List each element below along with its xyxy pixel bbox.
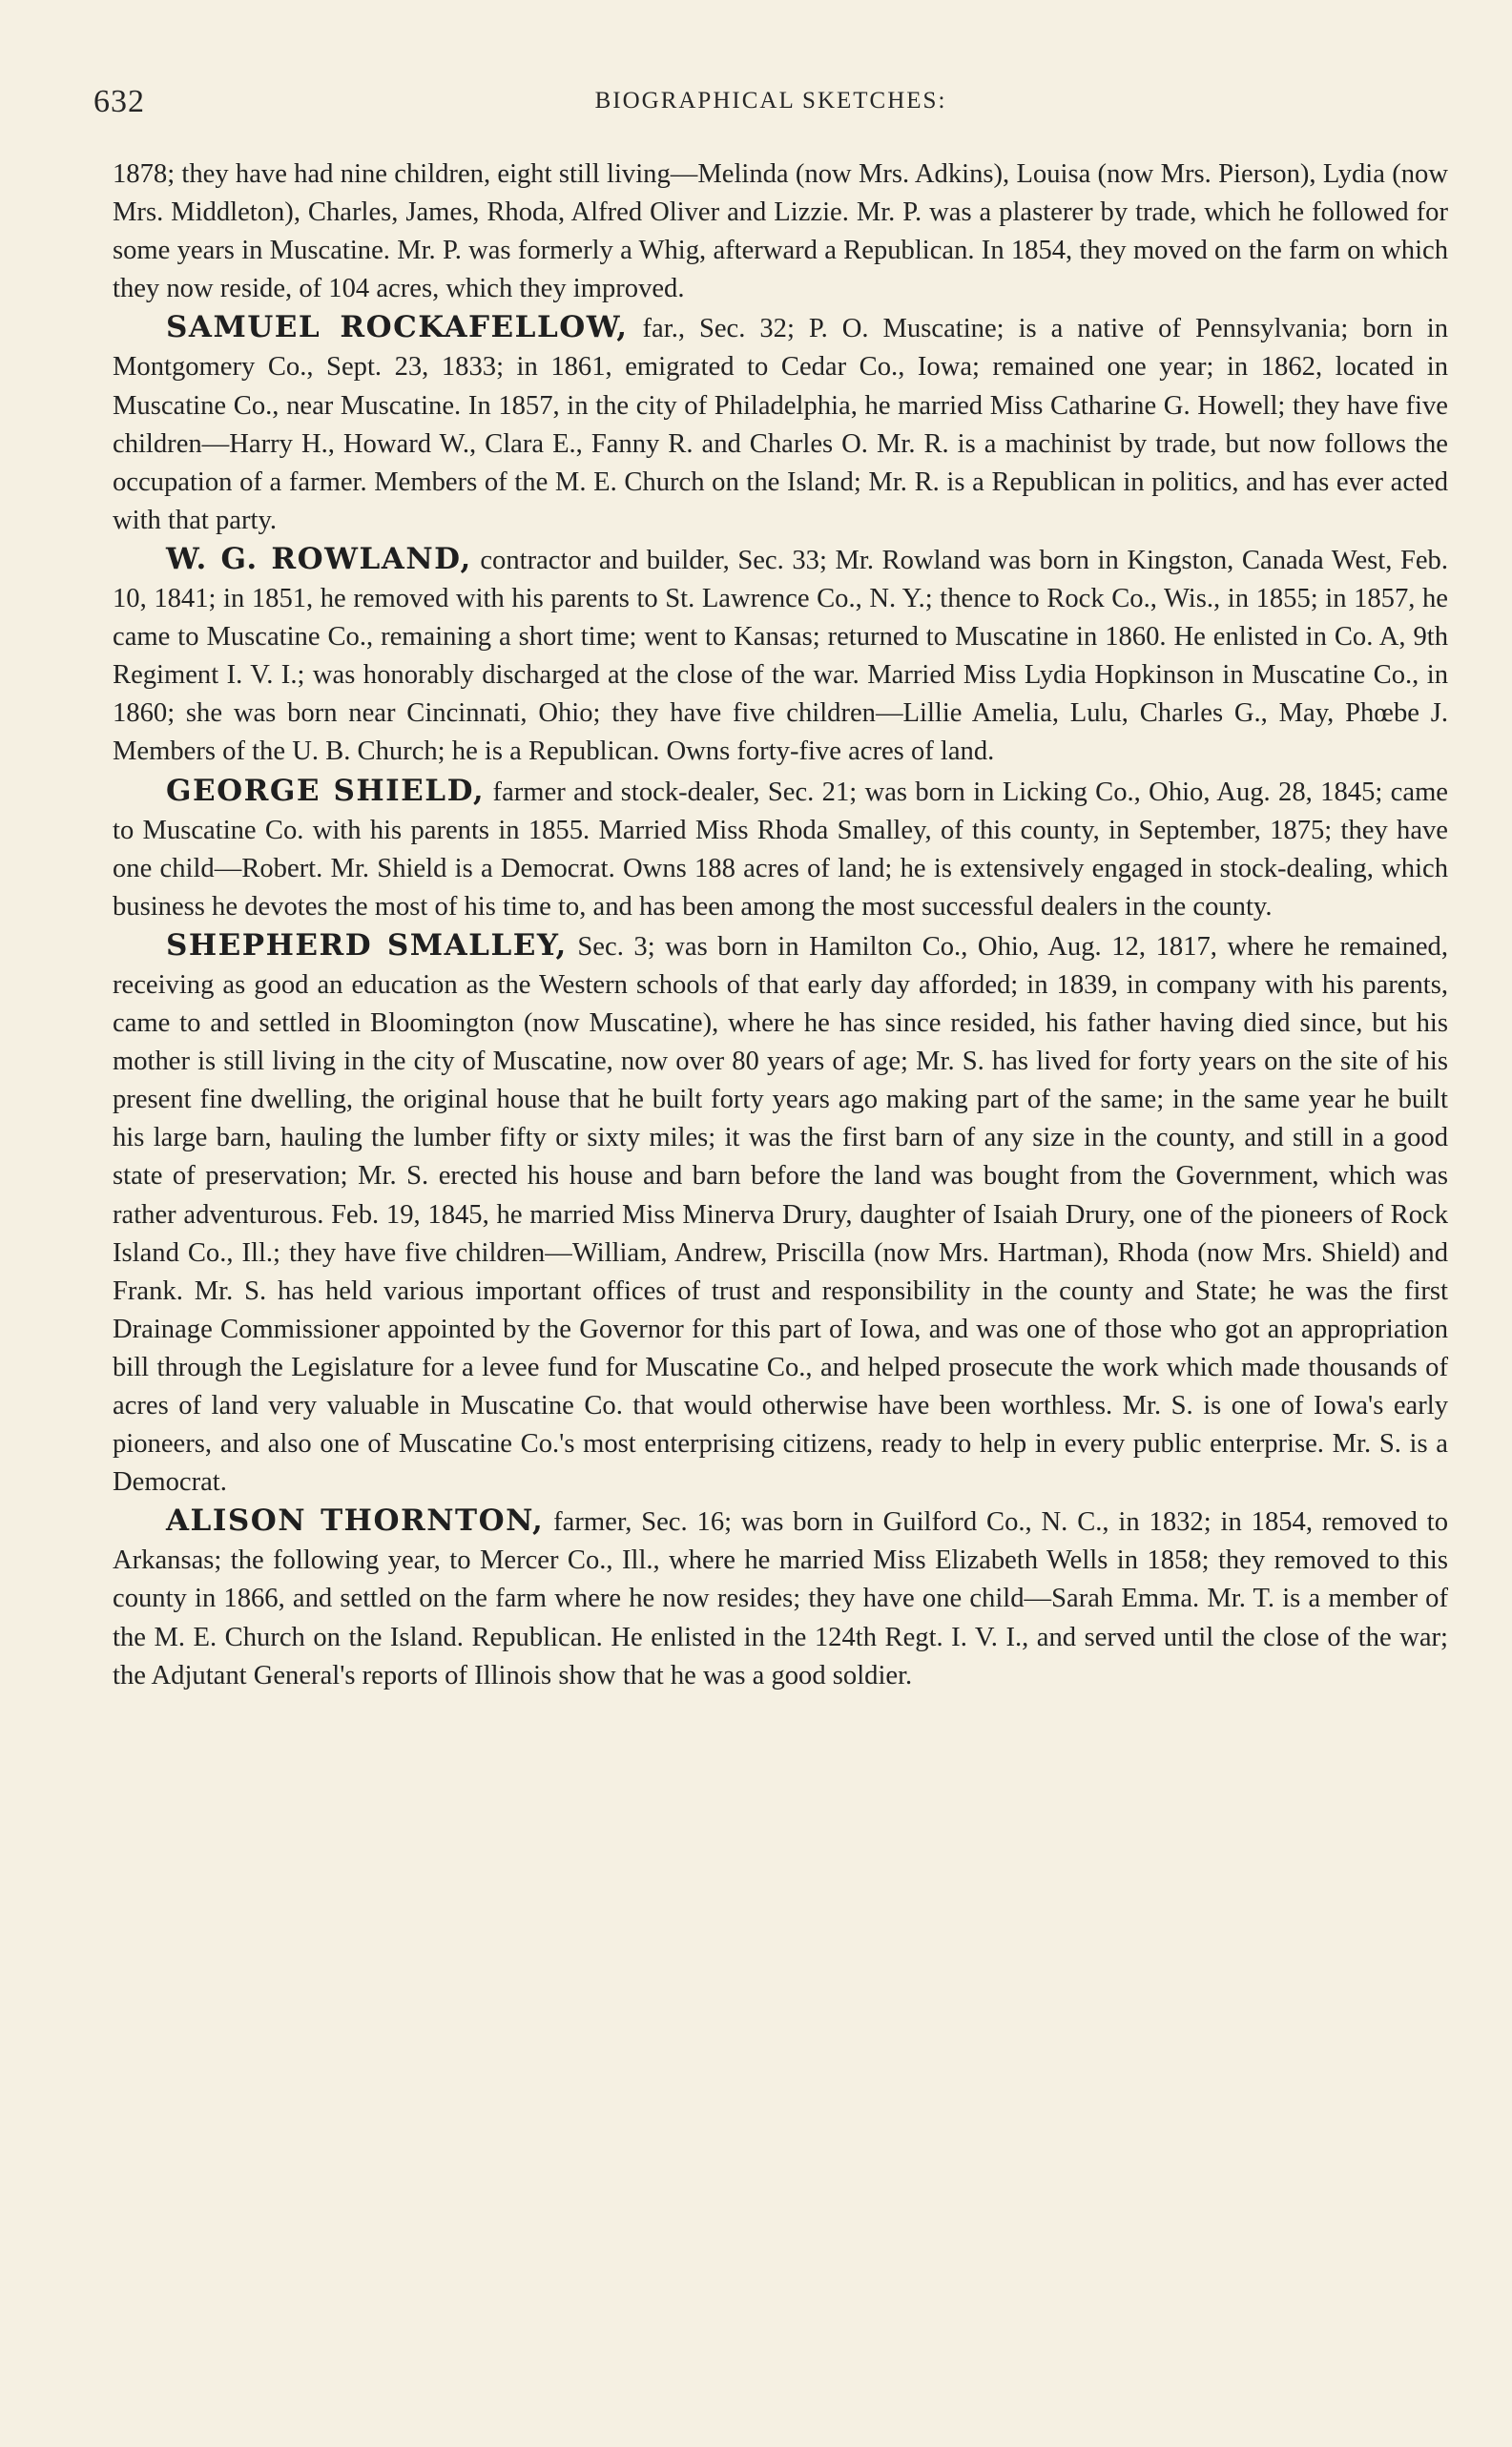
entry-name: SAMUEL ROCKAFELLOW, [166, 310, 629, 345]
entry-name: W. G. ROWLAND, [166, 541, 472, 576]
page-number: 632 [93, 84, 145, 119]
entry-text: contractor and builder, Sec. 33; Mr. Rowland was born in Kingston, Canada West, Feb. 10, 1841; in 1851, he removed with his parents to St. Lawrence Co., N. Y.; thence to Rock Co., Wis., in 1855; in 1857, he came to Muscatine Co., remaining a short time; went to Kansas; returned to Muscatine in 1860. He enlisted in Co. A, 9th Regiment I. V. I.; was honorably discharged at the close of the war. Married Miss Lydia Hopkinson in Muscatine Co., in 1860; she was born near Cincinnati, Ohio; they have five children—Lillie Amelia, Lulu, Charles G., May, Phœbe J. Members of the U. B. Church; he is a Republican. Owns forty-five acres of land. [113, 545, 1448, 767]
paragraph-continuation [113, 156, 1448, 308]
entry-smalley [113, 926, 1448, 1502]
entry-rockafellow [113, 308, 1448, 540]
entry-text: far., Sec. 32; P. O. Muscatine; is a native of Pennsylvania; born in Montgomery Co., Sept. 23, 1833; in 1861, emigrated to Cedar Co., Iowa; remained one year; in 1862, located in Muscatine Co., near Muscatine. In 1857, in the city of Philadelphia, he married Miss Catharine G. Howell; they have five children—Harry H., Howard W., Clara E., Fanny R. and Charles O. Mr. R. is a machinist by trade, but now follows the occupation of a farmer. Members of the M. E. Church on the Island; Mr. R. is a Republican in politics, and has ever acted with that party. [113, 314, 1448, 535]
entry-shield [113, 772, 1448, 926]
paragraph-text: 1878; they have had nine children, eight still living—Melinda (now Mrs. Adkins), Louisa (now Mrs. Pierson), Lydia (now Mrs. Middleton), Charles, James, Rhoda, Alfred Oliver and Lizzie. Mr. P. was a plasterer by trade, which he followed for some years in Muscatine. Mr. P. was formerly a Whig, afterward a Republican. In 1854, they moved on the farm on which they now reside, of 104 acres, which they improved. [113, 159, 1448, 304]
entry-text: farmer, Sec. 16; was born in Guilford Co., N. C., in 1832; in 1854, removed to Arkansas; the following year, to Mercer Co., Ill., where he married Miss Elizabeth Wells in 1858; they removed to this county in 1866, and settled on the farm where he now resides; they have one child—Sarah Emma. Mr. T. is a member of the M. E. Church on the Island. Republican. He enlisted in the 124th Regt. I. V. I., and served until the close of the war; the Adjutant General's reports of Illinois show that he was a good soldier. [113, 1507, 1448, 1690]
entry-name: ALISON THORNTON, [166, 1503, 545, 1539]
entry-text: Sec. 3; was born in Hamilton Co., Ohio, Aug. 12, 1817, where he remained, receiving as good an education as the Western schools of that early day afforded; in 1839, in company with his parents, came to and settled in Bloomington (now Muscatine), where he has since resided, his father having died since, but his mother is still living in the city of Muscatine, now over 80 years of age; Mr. S. has lived for forty years on the site of his present fine dwelling, the original house that he built forty years ago making part of the same; in the same year he built his large barn, hauling the lumber fifty or sixty miles; it was the first barn of any size in the county, and still in a good state of preservation; Mr. S. erected his house and barn before the land was bought from the Government, which was rather adventurous. Feb. 19, 1845, he married Miss Minerva Drury, daughter of Isaiah Drury, one of the pioneers of Rock Island Co., Ill.; they have five children—William, Andrew, Priscilla (now Mrs. Hartman), Rhoda (now Mrs. Shield) and Frank. Mr. S. has held various important offices of trust and responsibility in the county and State; he was the first Drainage Commissioner appointed by the Governor for this part of Iowa, and was one of those who got an appropriation bill through the Legislature for a levee fund for Muscatine Co., and helped prosecute the work which made thousands of acres of land very valuable in Muscatine Co. that would otherwise have been worthless. Mr. S. is one of Iowa's early pioneers, and also one of Muscatine Co.'s most enterprising citizens, ready to help in every public enterprise. Mr. S. is a Democrat. [113, 931, 1449, 1498]
entry-name: GEORGE SHIELD, [166, 773, 486, 808]
page-header [93, 84, 1448, 132]
entry-rowland [113, 540, 1448, 772]
entry-thornton [113, 1502, 1448, 1694]
article-body [113, 156, 1448, 1695]
entry-text: farmer and stock-dealer, Sec. 21; was born in Licking Co., Ohio, Aug. 28, 1845; came to Muscatine Co. with his parents in 1855. Married Miss Rhoda Smalley, of this county, in September, 1875; they have one child—Robert. Mr. Shield is a Democrat. Owns 188 acres of land; he is extensively engaged in stock-dealing, which business he devotes the most of his time to, and has been among the most successful dealers in the county. [113, 777, 1448, 922]
running-head: BIOGRAPHICAL SKETCHES: [594, 88, 947, 114]
entry-name: SHEPHERD SMALLEY, [166, 927, 568, 963]
